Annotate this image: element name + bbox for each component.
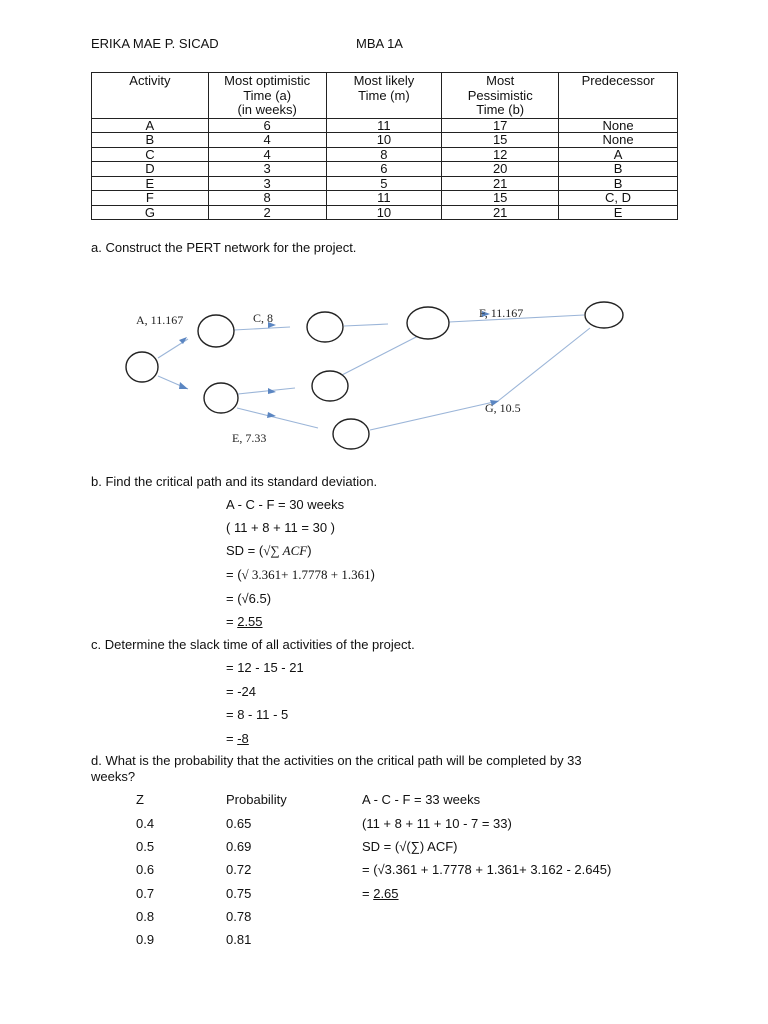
question-b: b. Find the critical path and its standard deviation.	[91, 474, 378, 489]
probability-value: 0.69	[226, 839, 252, 854]
table-cell: 10	[326, 133, 442, 148]
answer-c-line3: = 8 - 11 - 5	[226, 707, 289, 722]
arrow-n1-to-n2	[234, 327, 290, 330]
table-row	[92, 191, 678, 206]
header-most-likely: Most likely Time (m)	[326, 73, 442, 119]
table-cell: 15	[442, 191, 559, 206]
z-value: 0.4	[136, 816, 155, 831]
table-cell: C	[92, 147, 209, 162]
header-pessimistic: Most Pessimistic Time (b)	[442, 73, 559, 119]
node-1	[198, 315, 234, 347]
table-cell: 20	[442, 162, 559, 177]
table-cell: 12	[442, 147, 559, 162]
pert-network-diagram	[118, 298, 638, 450]
header-optimistic: Most optimistic Time (a) (in weeks)	[208, 73, 326, 119]
table-cell: 3	[208, 176, 326, 191]
student-name: ERIKA MAE P. SICAD	[91, 36, 219, 51]
table-cell: None	[559, 118, 678, 133]
table-cell: 15	[442, 133, 559, 148]
table-row	[92, 147, 678, 162]
arrowhead-icon	[268, 388, 276, 394]
label-f: F, 11.167	[479, 306, 524, 320]
answer-b-line1: A - C - F = 30 weeks	[226, 497, 345, 512]
arrow-n6-to-n7	[370, 401, 498, 430]
table-cell: C, D	[559, 191, 678, 206]
table-cell: None	[559, 133, 678, 148]
header-predecessor: Predecessor	[559, 73, 678, 119]
probability-value: 0.81	[226, 932, 252, 947]
label-e: E, 7.33	[232, 431, 267, 445]
sd-result: 2.55	[237, 614, 263, 629]
arrow-n7-to-n8	[498, 328, 590, 401]
answer-c-line4: = -8	[226, 731, 249, 746]
answer-c-line1: = 12 - 15 - 21	[226, 660, 304, 675]
answer-b-line2: ( 11 + 8 + 11 = 30 )	[226, 520, 336, 535]
sd-result-33: 2.65	[373, 886, 399, 901]
table-cell: B	[559, 162, 678, 177]
table-cell: 21	[442, 205, 559, 220]
arrow-n5-to-n3	[340, 335, 420, 376]
probability-value: 0.75	[226, 886, 252, 901]
node-5	[312, 371, 348, 401]
question-d-line2: weeks?	[91, 769, 136, 784]
z-value: 0.7	[136, 886, 155, 901]
answer-b-line5: = (√6.5)	[226, 591, 272, 606]
table-cell: 4	[208, 133, 326, 148]
table-cell: B	[559, 176, 678, 191]
probability-value: 0.78	[226, 909, 252, 924]
table-cell: D	[92, 162, 209, 177]
z-value: 0.5	[136, 839, 155, 854]
table-cell: E	[92, 176, 209, 191]
table-cell: 4	[208, 147, 326, 162]
table-row	[92, 162, 678, 177]
z-value: 0.8	[136, 909, 155, 924]
node-6	[333, 419, 369, 449]
node-2	[307, 312, 343, 342]
arrow-n2-to-n3	[344, 324, 388, 326]
answer-d-line2: (11 + 8 + 11 + 10 - 7 = 33)	[362, 816, 512, 831]
table-cell: A	[559, 147, 678, 162]
table-cell: 3	[208, 162, 326, 177]
table-cell: B	[92, 133, 209, 148]
header-activity: Activity	[92, 73, 209, 119]
probability-value: 0.65	[226, 816, 252, 831]
table-cell: E	[559, 205, 678, 220]
table-cell: 11	[326, 118, 442, 133]
answer-d-line5: = 2.65	[362, 886, 399, 901]
table-row	[92, 205, 678, 220]
table-cell: 6	[208, 118, 326, 133]
slack-result: -8	[237, 731, 249, 746]
answer-d-line1: A - C - F = 33 weeks	[362, 792, 481, 807]
table-cell: 10	[326, 205, 442, 220]
table-cell: 11	[326, 191, 442, 206]
answer-d-line4: = (√3.361 + 1.7778 + 1.361+ 3.162 - 2.645)	[362, 862, 612, 877]
answer-d-line3: SD = (√(∑) ACF)	[362, 839, 458, 854]
question-d-line1: d. What is the probability that the activities on the critical path will be completed by 33	[91, 753, 582, 768]
z-header: Z	[136, 792, 144, 807]
z-value: 0.6	[136, 862, 155, 877]
arrow-n4-to-n6	[237, 408, 318, 428]
table-cell: F	[92, 191, 209, 206]
label-a: A, 11.167	[136, 313, 184, 327]
answer-b-line4: = (√ 3.361+ 1.7778 + 1.361)	[226, 567, 375, 582]
table-cell: 2	[208, 205, 326, 220]
table-cell: A	[92, 118, 209, 133]
question-a: a. Construct the PERT network for the project.	[91, 240, 357, 255]
activity-table	[91, 72, 678, 220]
probability-value: 0.72	[226, 862, 252, 877]
question-c: c. Determine the slack time of all activities of the project.	[91, 637, 415, 652]
z-value: 0.9	[136, 932, 155, 947]
table-row	[92, 176, 678, 191]
end-node	[585, 302, 623, 328]
answer-c-line2: = -24	[226, 684, 256, 699]
answer-b-line6: = 2.55	[226, 614, 263, 629]
arrow-n4-to-n5	[238, 388, 295, 394]
table-cell: 17	[442, 118, 559, 133]
table-row	[92, 133, 678, 148]
label-g: G, 10.5	[485, 401, 521, 415]
table-cell: 8	[326, 147, 442, 162]
table-cell: G	[92, 205, 209, 220]
class-section: MBA 1A	[356, 36, 403, 51]
table-row	[92, 118, 678, 133]
label-c: C, 8	[253, 311, 274, 325]
table-cell: 6	[326, 162, 442, 177]
start-node	[126, 352, 158, 382]
node-3	[407, 307, 449, 339]
probability-header: Probability	[226, 792, 287, 807]
node-4	[204, 383, 238, 413]
answer-b-line3: SD = (√∑ ACF)	[226, 543, 312, 558]
arrowhead-icon	[179, 382, 188, 389]
table-cell: 5	[326, 176, 442, 191]
table-cell: 8	[208, 191, 326, 206]
table-header-row	[92, 73, 678, 119]
table-cell: 21	[442, 176, 559, 191]
